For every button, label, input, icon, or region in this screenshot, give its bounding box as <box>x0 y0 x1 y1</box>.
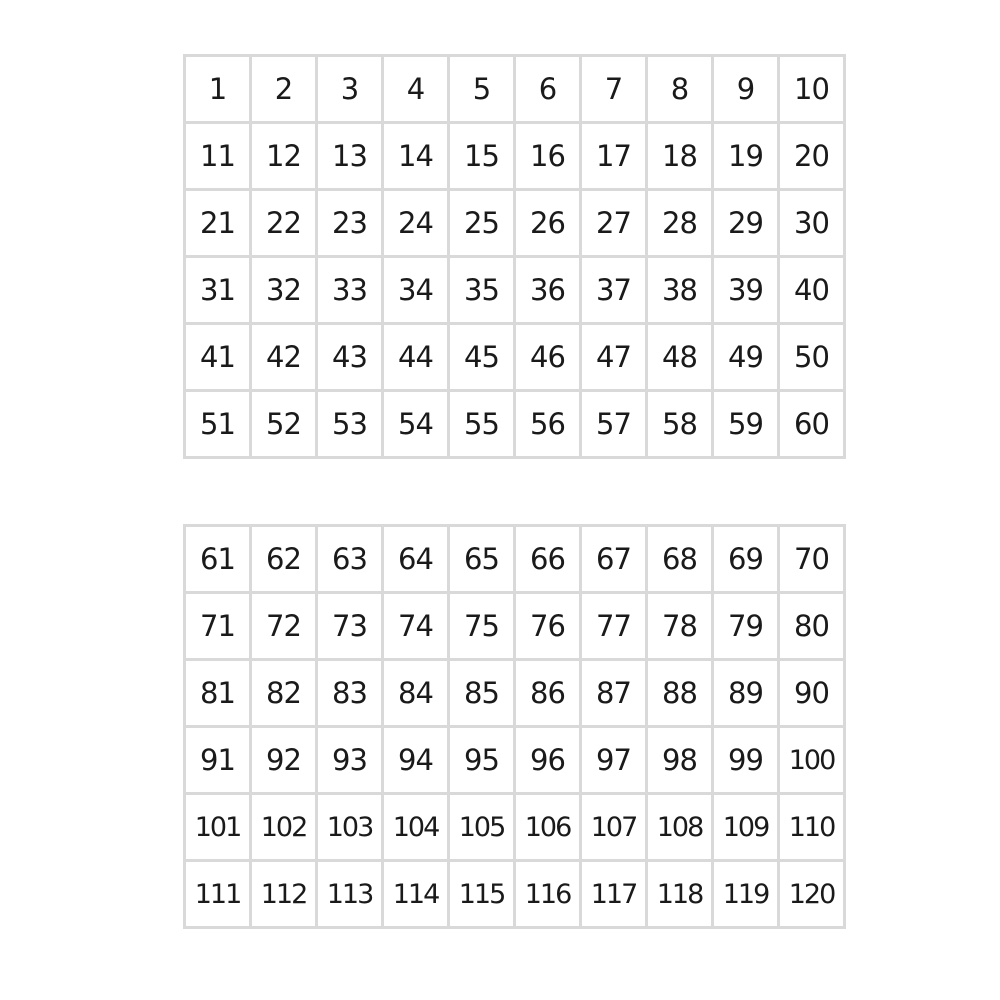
number-cell: 94 <box>383 727 449 794</box>
number-row <box>185 593 845 660</box>
number-cell: 40 <box>779 257 845 324</box>
number-cell: 51 <box>185 391 251 458</box>
number-cell: 36 <box>515 257 581 324</box>
number-cell: 15 <box>449 123 515 190</box>
number-row <box>185 324 845 391</box>
number-row <box>185 123 845 190</box>
number-cell: 85 <box>449 660 515 727</box>
number-cell: 4 <box>383 56 449 123</box>
number-cell: 24 <box>383 190 449 257</box>
number-cell: 116 <box>515 861 581 928</box>
number-cell: 63 <box>317 526 383 593</box>
number-cell: 5 <box>449 56 515 123</box>
number-cell: 93 <box>317 727 383 794</box>
number-cell: 60 <box>779 391 845 458</box>
number-cell: 49 <box>713 324 779 391</box>
number-cell: 106 <box>515 794 581 861</box>
number-cell: 76 <box>515 593 581 660</box>
number-cell: 37 <box>581 257 647 324</box>
number-cell: 54 <box>383 391 449 458</box>
number-cell: 7 <box>581 56 647 123</box>
number-cell: 33 <box>317 257 383 324</box>
number-cell: 99 <box>713 727 779 794</box>
number-cell: 110 <box>779 794 845 861</box>
number-cell: 74 <box>383 593 449 660</box>
number-cell: 61 <box>185 526 251 593</box>
number-cell: 81 <box>185 660 251 727</box>
number-cell: 68 <box>647 526 713 593</box>
number-cell: 58 <box>647 391 713 458</box>
number-cell: 10 <box>779 56 845 123</box>
number-cell: 113 <box>317 861 383 928</box>
number-row <box>185 526 845 593</box>
number-cell: 18 <box>647 123 713 190</box>
number-cell: 50 <box>779 324 845 391</box>
number-cell: 71 <box>185 593 251 660</box>
number-cell: 79 <box>713 593 779 660</box>
number-cell: 25 <box>449 190 515 257</box>
number-cell: 46 <box>515 324 581 391</box>
number-cell: 43 <box>317 324 383 391</box>
number-cell: 90 <box>779 660 845 727</box>
number-cell: 11 <box>185 123 251 190</box>
number-cell: 100 <box>779 727 845 794</box>
number-cell: 86 <box>515 660 581 727</box>
number-cell: 32 <box>251 257 317 324</box>
number-cell: 62 <box>251 526 317 593</box>
number-cell: 42 <box>251 324 317 391</box>
number-cell: 9 <box>713 56 779 123</box>
number-cell: 35 <box>449 257 515 324</box>
number-cell: 17 <box>581 123 647 190</box>
number-cell: 95 <box>449 727 515 794</box>
number-cell: 19 <box>713 123 779 190</box>
number-cell: 64 <box>383 526 449 593</box>
number-cell: 2 <box>251 56 317 123</box>
number-cell: 105 <box>449 794 515 861</box>
number-cell: 117 <box>581 861 647 928</box>
number-cell: 3 <box>317 56 383 123</box>
number-cell: 21 <box>185 190 251 257</box>
number-cell: 57 <box>581 391 647 458</box>
number-cell: 16 <box>515 123 581 190</box>
number-cell: 41 <box>185 324 251 391</box>
number-cell: 109 <box>713 794 779 861</box>
number-cell: 31 <box>185 257 251 324</box>
number-cell: 112 <box>251 861 317 928</box>
number-cell: 120 <box>779 861 845 928</box>
number-cell: 30 <box>779 190 845 257</box>
number-cell: 119 <box>713 861 779 928</box>
number-cell: 38 <box>647 257 713 324</box>
number-row <box>185 660 845 727</box>
number-cell: 22 <box>251 190 317 257</box>
number-cell: 13 <box>317 123 383 190</box>
number-cell: 52 <box>251 391 317 458</box>
number-cell: 80 <box>779 593 845 660</box>
number-cell: 114 <box>383 861 449 928</box>
number-cell: 47 <box>581 324 647 391</box>
number-row <box>185 727 845 794</box>
number-chart-61-to-120 <box>183 524 846 929</box>
number-cell: 77 <box>581 593 647 660</box>
number-cell: 20 <box>779 123 845 190</box>
number-cell: 84 <box>383 660 449 727</box>
number-cell: 83 <box>317 660 383 727</box>
number-cell: 39 <box>713 257 779 324</box>
number-cell: 66 <box>515 526 581 593</box>
number-row <box>185 861 845 928</box>
number-cell: 53 <box>317 391 383 458</box>
number-cell: 75 <box>449 593 515 660</box>
number-cell: 28 <box>647 190 713 257</box>
number-cell: 26 <box>515 190 581 257</box>
number-cell: 23 <box>317 190 383 257</box>
number-row <box>185 257 845 324</box>
number-chart-1-to-60 <box>183 54 846 459</box>
number-cell: 88 <box>647 660 713 727</box>
number-row <box>185 794 845 861</box>
number-cell: 59 <box>713 391 779 458</box>
number-row <box>185 56 845 123</box>
number-row <box>185 190 845 257</box>
number-cell: 67 <box>581 526 647 593</box>
number-cell: 44 <box>383 324 449 391</box>
number-cell: 69 <box>713 526 779 593</box>
number-cell: 98 <box>647 727 713 794</box>
number-cell: 48 <box>647 324 713 391</box>
number-cell: 107 <box>581 794 647 861</box>
number-cell: 101 <box>185 794 251 861</box>
number-cell: 56 <box>515 391 581 458</box>
number-cell: 65 <box>449 526 515 593</box>
number-cell: 27 <box>581 190 647 257</box>
number-cell: 104 <box>383 794 449 861</box>
number-cell: 1 <box>185 56 251 123</box>
number-chart-body <box>185 56 845 458</box>
number-cell: 70 <box>779 526 845 593</box>
number-cell: 8 <box>647 56 713 123</box>
number-cell: 111 <box>185 861 251 928</box>
number-cell: 34 <box>383 257 449 324</box>
number-cell: 12 <box>251 123 317 190</box>
number-cell: 108 <box>647 794 713 861</box>
number-cell: 92 <box>251 727 317 794</box>
number-cell: 97 <box>581 727 647 794</box>
number-cell: 73 <box>317 593 383 660</box>
number-cell: 55 <box>449 391 515 458</box>
number-cell: 72 <box>251 593 317 660</box>
number-chart-body <box>185 526 845 928</box>
number-row <box>185 391 845 458</box>
number-cell: 78 <box>647 593 713 660</box>
number-cell: 14 <box>383 123 449 190</box>
number-cell: 115 <box>449 861 515 928</box>
number-cell: 29 <box>713 190 779 257</box>
number-cell: 6 <box>515 56 581 123</box>
number-cell: 103 <box>317 794 383 861</box>
number-cell: 96 <box>515 727 581 794</box>
number-cell: 102 <box>251 794 317 861</box>
number-cell: 87 <box>581 660 647 727</box>
number-cell: 118 <box>647 861 713 928</box>
number-cell: 45 <box>449 324 515 391</box>
number-cell: 91 <box>185 727 251 794</box>
number-cell: 82 <box>251 660 317 727</box>
number-cell: 89 <box>713 660 779 727</box>
